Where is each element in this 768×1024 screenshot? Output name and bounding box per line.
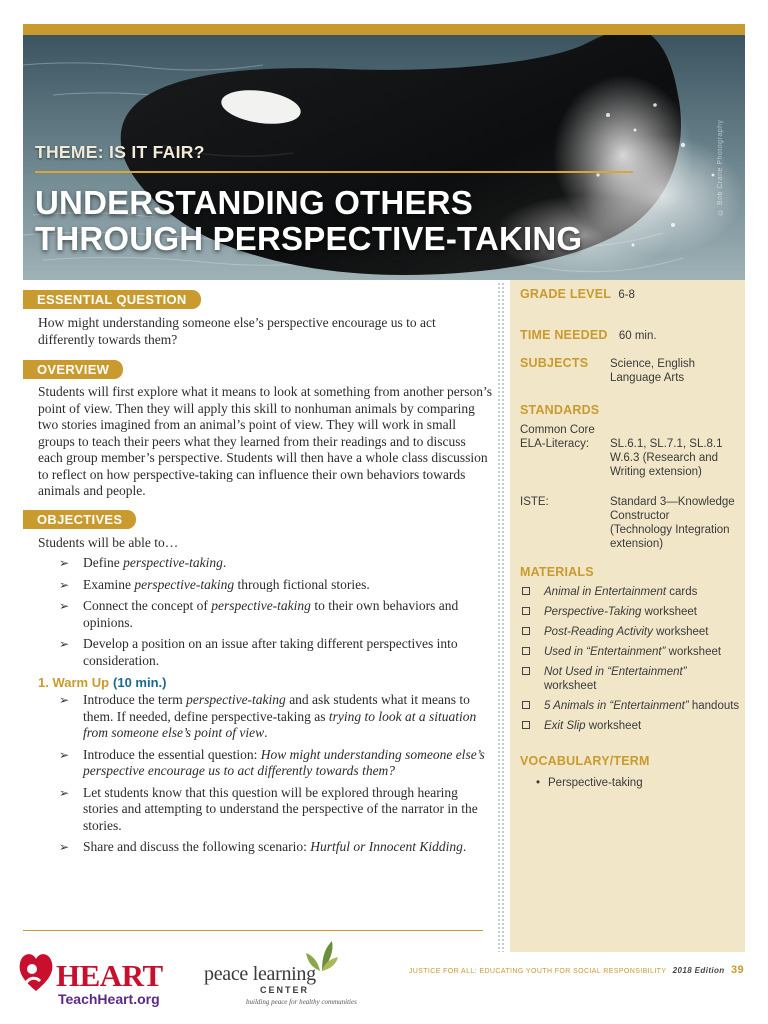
arrow-bullet-icon: ➢ <box>59 840 70 854</box>
main-column <box>23 290 493 861</box>
materials-label: MATERIALS <box>520 565 594 579</box>
time-needed-value: 60 min. <box>618 330 657 342</box>
theme-underline <box>35 171 633 173</box>
heart-url: TeachHeart.org <box>58 991 160 1007</box>
time-needed-row <box>520 328 740 343</box>
checkbox-icon <box>522 667 530 675</box>
iste-value: Constructor <box>610 510 670 522</box>
checkbox-icon <box>522 587 530 595</box>
plc-tagline: building peace for healthy communities <box>246 998 357 1006</box>
arrow-bullet-icon: ➢ <box>59 693 70 707</box>
list-item: ➢ Let students know that this question will be explored through hearing stories and attempting to understand the perspective of the narrator in the stories. <box>59 784 478 833</box>
heart-logo <box>18 943 178 1013</box>
checkbox-icon <box>522 627 530 635</box>
arrow-bullet-icon: ➢ <box>59 577 70 592</box>
footer-tagline <box>409 964 744 976</box>
essential-question-heading: ESSENTIAL QUESTION <box>23 290 201 309</box>
objectives-list <box>23 555 493 669</box>
list-item: • Perspective-taking <box>536 776 740 790</box>
iste-value: Standard 3—Knowledge <box>610 496 735 508</box>
list-item: ➢ Examine perspective-taking through fictional stories. <box>59 576 370 592</box>
plc-center-label: CENTER <box>260 985 310 995</box>
time-needed-label: TIME NEEDED <box>520 328 608 342</box>
vocabulary-list <box>520 776 740 790</box>
peace-learning-center-logo <box>200 935 360 1013</box>
common-core-row <box>520 423 740 478</box>
top-accent-bar <box>23 24 745 35</box>
materials-section <box>520 565 740 739</box>
page-title <box>35 185 582 257</box>
common-core-label-1: Common Core <box>520 424 595 436</box>
vocabulary-label: VOCABULARY/TERM <box>520 754 650 768</box>
arrow-bullet-icon: ➢ <box>59 599 70 613</box>
arrow-bullet-icon: ➢ <box>59 747 70 762</box>
standards-label: STANDARDS <box>520 403 600 417</box>
common-core-value: Writing extension) <box>610 466 702 478</box>
overview-heading: OVERVIEW <box>23 360 123 379</box>
title-line-1: UNDERSTANDING OTHERS <box>35 184 473 221</box>
checkbox-icon <box>522 721 530 729</box>
bottom-divider <box>23 930 483 931</box>
plc-wordmark: peace learning <box>204 963 316 985</box>
list-item: ➢ Connect the concept of perspective-taking to their own behaviors and opinions. <box>59 598 459 630</box>
subjects-label: SUBJECTS <box>520 356 589 370</box>
warm-up-label: 1. Warm Up <box>38 675 110 690</box>
list-item: ➢ Share and discuss the following scenario: Hurtful or Innocent Kidding. <box>59 839 467 854</box>
hero-banner <box>23 35 745 280</box>
list-item: ➢ Introduce the essential question: How might understanding someone else’s perspective encourage us to act differently towards them? <box>59 746 485 778</box>
arrow-bullet-icon: ➢ <box>59 556 70 570</box>
list-item: ➢ Define perspective-taking. <box>59 555 227 570</box>
essential-question-text: How might understanding someone else’s perspective encourage us to act differently towards them? <box>38 315 436 347</box>
footer-edition: 2018 Edition <box>672 966 725 975</box>
page-footer <box>0 935 768 1024</box>
common-core-value: SL.6.1, SL.7.1, SL.8.1 <box>610 438 723 450</box>
iste-value: extension) <box>610 538 664 550</box>
footer-series-title: JUSTICE FOR ALL: EDUCATING YOUTH FOR SOCIAL RESPONSIBILITY <box>408 968 667 975</box>
materials-list <box>520 585 740 733</box>
arrow-bullet-icon: ➢ <box>59 785 70 800</box>
checkbox-icon <box>522 607 530 615</box>
objectives-intro: Students will be able to… <box>38 534 179 550</box>
heart-icon <box>18 947 54 997</box>
vocabulary-section <box>520 754 740 790</box>
common-core-label-2: ELA-Literacy: <box>520 438 590 450</box>
list-item: Animal in Entertainment cards <box>520 585 740 599</box>
grade-level-value: 6-8 <box>618 289 635 301</box>
grade-level-label: GRADE LEVEL <box>520 287 612 301</box>
lesson-info-sidebar <box>510 280 745 952</box>
common-core-value: W.6.3 (Research and <box>610 452 719 464</box>
checkbox-icon <box>522 647 530 655</box>
subjects-row <box>520 356 740 384</box>
photo-credit: © Bob Crane Photography <box>717 119 724 215</box>
title-line-2: THROUGH PERSPECTIVE-TAKING <box>35 220 583 257</box>
list-item: 5 Animals in “Entertainment” handouts <box>520 699 740 713</box>
checkbox-icon <box>522 701 530 709</box>
page-number: 39 <box>730 964 744 976</box>
warm-up-list <box>23 692 493 856</box>
list-item: ➢ Develop a position on an issue after taking different perspectives into consideration. <box>59 636 458 668</box>
list-item: Used in “Entertainment” worksheet <box>520 645 740 659</box>
column-divider <box>497 282 506 952</box>
warm-up-heading <box>23 675 493 690</box>
iste-label: ISTE: <box>520 496 549 508</box>
arrow-bullet-icon: ➢ <box>59 637 70 651</box>
overview-text: Students will first explore what it means to look at something from another person’s point of view. Then they will apply this skill to nonhuman animals by comparing two stories imagined from an animal’s point of view. They will work in small groups to teach their peers what they learned from their readings and to discuss each group member’s perspective. Students will then have a whole class discussion to reflect on how perspective-taking can influence their own behaviors towards animals and people. <box>38 384 493 498</box>
list-item: Post-Reading Activity worksheet <box>520 625 740 639</box>
list-item: Perspective-Taking worksheet <box>520 605 740 619</box>
iste-row <box>520 495 740 550</box>
warm-up-duration: (10 min.) <box>113 675 167 690</box>
iste-value: (Technology Integration <box>610 524 730 536</box>
subjects-line-2: Language Arts <box>610 372 685 384</box>
heart-wordmark: HEART <box>56 958 163 993</box>
list-item: Not Used in “Entertainment” worksheet <box>520 665 740 693</box>
grade-level-row <box>520 287 740 302</box>
list-item: ➢ Introduce the term perspective-taking and ask students what it means to them. If needed, define perspective-taking as trying to look at a situation from someone else’s point of view. <box>59 692 477 740</box>
theme-label: THEME: IS IT FAIR? <box>35 142 205 162</box>
list-item: Exit Slip worksheet <box>520 719 740 733</box>
objectives-heading: OBJECTIVES <box>23 510 136 529</box>
standards-row <box>520 403 740 418</box>
subjects-line-1: Science, English <box>610 358 696 370</box>
